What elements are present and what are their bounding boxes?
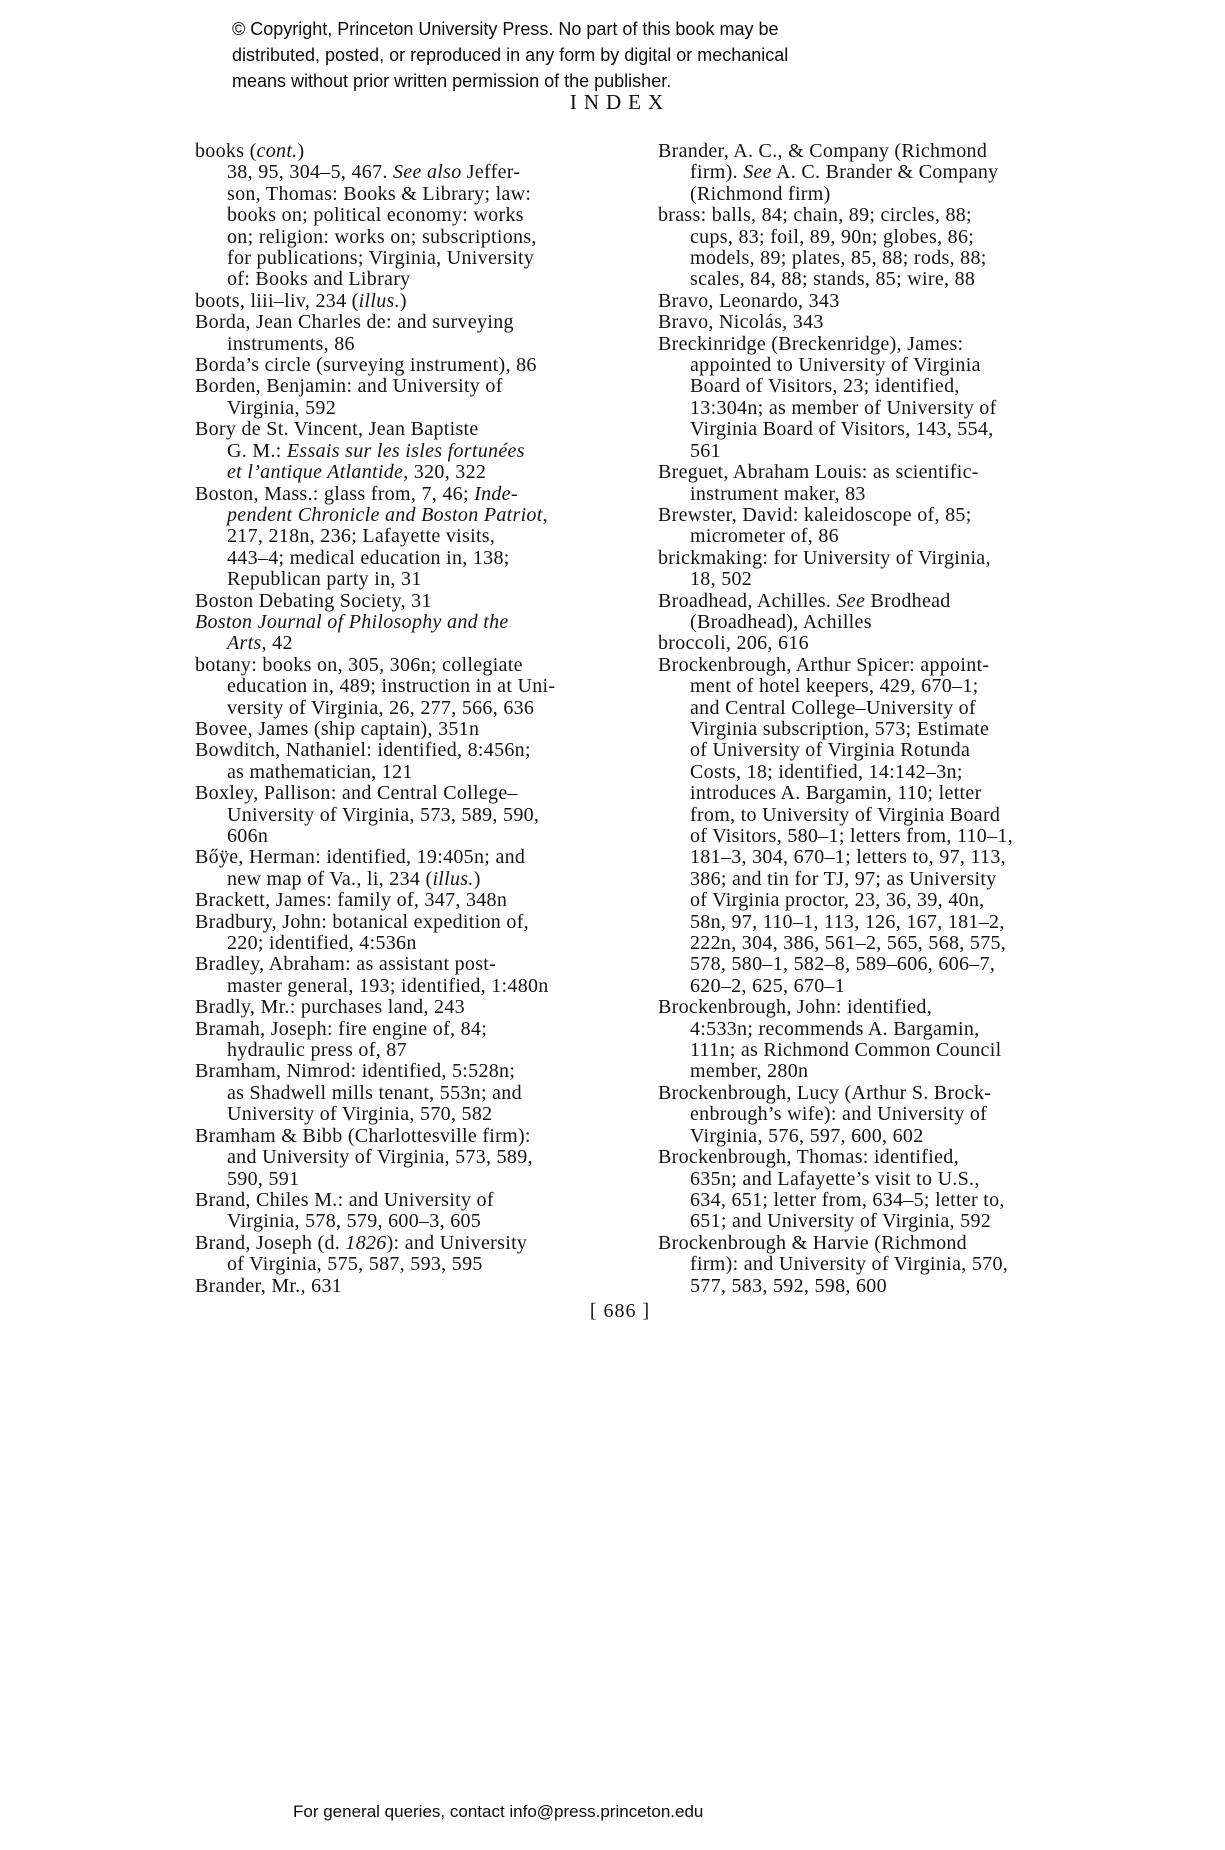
index-line: books (cont.) bbox=[195, 140, 305, 162]
copyright-notice bbox=[232, 16, 788, 94]
index-entry bbox=[658, 334, 1053, 462]
index-line: versity of Virginia, 26, 277, 566, 636 bbox=[227, 696, 535, 719]
index-line: as mathematician, 121 bbox=[227, 760, 413, 783]
copyright-line: distributed, posted, or reproduced in any form by digital or mechanical bbox=[232, 45, 789, 65]
index-entry bbox=[658, 1083, 1053, 1147]
page-title: INDEX bbox=[569, 90, 671, 114]
index-line: Virginia, 592 bbox=[227, 396, 336, 419]
index-line: Bovee, James (ship captain), 351n bbox=[195, 717, 480, 740]
index-entry bbox=[195, 997, 645, 1018]
index-line: brickmaking: for University of Virginia, bbox=[658, 546, 991, 569]
index-line: Borden, Benjamin: and University of bbox=[195, 375, 503, 398]
index-line: 590, 591 bbox=[227, 1167, 300, 1190]
index-line: 578, 580–1, 582–8, 589–606, 606–7, bbox=[690, 953, 996, 976]
index-line: 386; and tin for TJ, 97; as University bbox=[690, 867, 997, 890]
index-line: 606n bbox=[227, 825, 269, 847]
index-entry bbox=[658, 655, 1053, 998]
index-line: Brand, Joseph (d. 1826): and University bbox=[195, 1231, 528, 1254]
index-line: scales, 84, 88; stands, 85; wire, 88 bbox=[690, 268, 976, 291]
index-line: Boxley, Pallison: and Central College– bbox=[195, 782, 518, 805]
index-line: Bradley, Abraham: as assistant post- bbox=[195, 953, 497, 976]
index-entry bbox=[195, 1233, 645, 1276]
index-line: 222n, 304, 386, 561–2, 565, 568, 575, bbox=[690, 932, 1007, 955]
index-entry bbox=[195, 355, 645, 376]
index-line: Bowditch, Nathaniel: identified, 8:456n; bbox=[195, 739, 531, 762]
index-line: Virginia Board of Visitors, 143, 554, bbox=[690, 418, 994, 441]
index-line: broccoli, 206, 616 bbox=[658, 632, 809, 655]
index-line: Brackett, James: family of, 347, 348n bbox=[195, 889, 508, 912]
index-line: botany: books on, 305, 306n; collegiate bbox=[195, 653, 523, 676]
index-line: enbrough’s wife): and University of bbox=[690, 1103, 988, 1126]
index-line: Brander, A. C., & Company (Richmond bbox=[658, 140, 988, 162]
index-entry bbox=[195, 1061, 645, 1125]
index-line: Virginia, 578, 579, 600–3, 605 bbox=[227, 1210, 482, 1233]
index-line: hydraulic press of, 87 bbox=[227, 1039, 407, 1062]
index-line: Brander, Mr., 631 bbox=[195, 1274, 343, 1297]
index-line: Brand, Chiles M.: and University of bbox=[195, 1188, 494, 1211]
index-line: member, 280n bbox=[690, 1060, 809, 1083]
index-line: books on; political economy: works bbox=[227, 204, 524, 227]
index-line: 38, 95, 304–5, 467. See also Jeffer- bbox=[227, 161, 521, 184]
index-line: University of Virginia, 573, 589, 590, bbox=[227, 803, 540, 826]
index-line: 181–3, 304, 670–1; letters to, 97, 113, bbox=[690, 846, 1006, 869]
index-line: cups, 83; foil, 89, 90n; globes, 86; bbox=[690, 225, 975, 248]
index-line: from, to University of Virginia Board bbox=[690, 803, 1001, 826]
index-line: Arts, 42 bbox=[227, 632, 293, 655]
index-column-left bbox=[195, 141, 645, 1297]
index-entry bbox=[195, 1276, 645, 1297]
index-line: 220; identified, 4:536n bbox=[227, 932, 417, 955]
index-line: brass: balls, 84; chain, 89; circles, 88; bbox=[658, 204, 972, 227]
index-line: of Virginia, 575, 587, 593, 595 bbox=[227, 1253, 483, 1276]
index-entry bbox=[195, 740, 645, 783]
index-line: Brockenbrough & Harvie (Richmond bbox=[658, 1231, 967, 1254]
index-entry bbox=[658, 505, 1053, 548]
index-entry bbox=[658, 1147, 1053, 1233]
index-entry bbox=[658, 591, 1053, 634]
index-line: of University of Virginia Rotunda bbox=[690, 739, 971, 762]
index-line: and Central College–University of bbox=[690, 696, 976, 719]
index-line: Board of Visitors, 23; identified, bbox=[690, 375, 960, 398]
index-line: (Broadhead), Achilles bbox=[690, 610, 872, 633]
index-line: 4:533n; recommends A. Bargamin, bbox=[690, 1017, 980, 1040]
index-entry bbox=[195, 890, 645, 911]
index-line: Borda’s circle (surveying instrument), 86 bbox=[195, 354, 537, 377]
index-line: Boston, Mass.: glass from, 7, 46; Inde- bbox=[195, 482, 518, 505]
index-entry bbox=[658, 205, 1053, 291]
index-line: Bramah, Joseph: fire engine of, 84; bbox=[195, 1017, 488, 1040]
index-entry bbox=[658, 141, 1053, 205]
index-line: Broadhead, Achilles. See Brodhead bbox=[658, 589, 951, 612]
index-line: Virginia, 576, 597, 600, 602 bbox=[690, 1124, 924, 1147]
index-line: 561 bbox=[690, 439, 721, 462]
index-line: micrometer of, 86 bbox=[690, 525, 839, 548]
page-number: [ 686 ] bbox=[589, 1300, 651, 1322]
index-line: 443–4; medical education in, 138; bbox=[227, 546, 510, 569]
index-line: Costs, 18; identified, 14:142–3n; bbox=[690, 760, 963, 783]
index-line: Republican party in, 31 bbox=[227, 568, 422, 591]
index-line: Brockenbrough, John: identified, bbox=[658, 996, 932, 1019]
index-line: son, Thomas: Books & Library; law: bbox=[227, 182, 532, 205]
copyright-line: © Copyright, Princeton University Press. No part of this book may be bbox=[232, 19, 779, 39]
index-line: Boston Debating Society, 31 bbox=[195, 589, 432, 612]
index-line: for publications; Virginia, University bbox=[227, 247, 535, 270]
index-entry bbox=[195, 1190, 645, 1233]
index-entry bbox=[658, 548, 1053, 591]
index-line: master general, 193; identified, 1:480n bbox=[227, 974, 549, 997]
index-line: 620–2, 625, 670–1 bbox=[690, 974, 846, 997]
index-entry bbox=[195, 719, 645, 740]
index-entry bbox=[195, 912, 645, 955]
index-line: University of Virginia, 570, 582 bbox=[227, 1103, 493, 1126]
index-line: education in, 489; instruction in at Uni- bbox=[227, 675, 556, 698]
index-line: 18, 502 bbox=[690, 568, 753, 591]
index-line: (Richmond firm) bbox=[690, 182, 831, 205]
index-line: Bravo, Nicolás, 343 bbox=[658, 311, 824, 334]
index-line: Bory de St. Vincent, Jean Baptiste bbox=[195, 418, 479, 441]
index-line: Bőÿe, Herman: identified, 19:405n; and bbox=[195, 846, 526, 869]
index-entry bbox=[658, 633, 1053, 654]
index-line: instruments, 86 bbox=[227, 332, 355, 355]
index-line: Bravo, Leonardo, 343 bbox=[658, 289, 840, 312]
index-entry bbox=[195, 291, 645, 312]
index-line: 651; and University of Virginia, 592 bbox=[690, 1210, 992, 1233]
index-line: firm). See A. C. Brander & Company bbox=[690, 161, 999, 184]
index-line: of Virginia proctor, 23, 36, 39, 40n, bbox=[690, 889, 985, 912]
index-line: Breguet, Abraham Louis: as scientific- bbox=[658, 461, 979, 484]
index-entry bbox=[658, 291, 1053, 312]
index-line: 58n, 97, 110–1, 113, 126, 167, 181–2, bbox=[690, 910, 1005, 933]
index-entry bbox=[658, 462, 1053, 505]
index-entry bbox=[195, 312, 645, 355]
index-entry bbox=[195, 141, 645, 291]
index-line: 634, 651; letter from, 634–5; letter to, bbox=[690, 1188, 1005, 1211]
index-entry bbox=[195, 484, 645, 591]
index-line: Brockenbrough, Arthur Spicer: appoint- bbox=[658, 653, 990, 676]
index-line: on; religion: works on; subscriptions, bbox=[227, 225, 537, 248]
index-entry bbox=[195, 591, 645, 612]
index-line: introduces A. Bargamin, 110; letter bbox=[690, 782, 982, 805]
index-line: Brewster, David: kaleidoscope of, 85; bbox=[658, 503, 972, 526]
index-line: Brockenbrough, Lucy (Arthur S. Brock- bbox=[658, 1081, 992, 1104]
index-line: as Shadwell mills tenant, 553n; and bbox=[227, 1081, 522, 1104]
index-entry bbox=[195, 419, 645, 483]
index-entry bbox=[195, 783, 645, 847]
index-line: Boston Journal of Philosophy and the bbox=[195, 610, 509, 633]
index-line: Breckinridge (Breckenridge), James: bbox=[658, 332, 964, 355]
index-line: ment of hotel keepers, 429, 670–1; bbox=[690, 675, 979, 698]
index-line: and University of Virginia, 573, 589, bbox=[227, 1146, 533, 1169]
index-line: instrument maker, 83 bbox=[690, 482, 866, 505]
index-entry bbox=[195, 1126, 645, 1190]
index-line: Bramham & Bibb (Charlottesville firm): bbox=[195, 1124, 531, 1147]
index-entry bbox=[195, 376, 645, 419]
index-line: 13:304n; as member of University of bbox=[690, 396, 997, 419]
index-line: Borda, Jean Charles de: and surveying bbox=[195, 311, 514, 334]
index-line: firm): and University of Virginia, 570, bbox=[690, 1253, 1009, 1276]
index-line: et l’antique Atlantide, 320, 322 bbox=[227, 461, 487, 484]
footer-contact: For general queries, contact info@press.princeton.edu bbox=[293, 1802, 704, 1821]
index-entry bbox=[658, 997, 1053, 1083]
index-line: Bradly, Mr.: purchases land, 243 bbox=[195, 996, 465, 1019]
index-line: new map of Va., li, 234 (illus.) bbox=[227, 867, 481, 890]
index-line: Bramham, Nimrod: identified, 5:528n; bbox=[195, 1060, 516, 1083]
index-line: boots, liii–liv, 234 (illus.) bbox=[195, 289, 407, 312]
index-entry bbox=[658, 1233, 1053, 1297]
index-entry bbox=[195, 655, 645, 719]
index-entry bbox=[195, 847, 645, 890]
index-line: Brockenbrough, Thomas: identified, bbox=[658, 1146, 959, 1169]
index-line: Virginia subscription, 573; Estimate bbox=[690, 717, 990, 740]
index-line: of Visitors, 580–1; letters from, 110–1, bbox=[690, 825, 1013, 847]
index-column-right bbox=[658, 141, 1053, 1297]
index-line: models, 89; plates, 85, 88; rods, 88; bbox=[690, 247, 987, 270]
index-entry bbox=[195, 954, 645, 997]
index-line: 111n; as Richmond Common Council bbox=[690, 1039, 1002, 1062]
index-line: Bradbury, John: botanical expedition of, bbox=[195, 910, 529, 933]
index-line: pendent Chronicle and Boston Patriot, bbox=[227, 503, 548, 526]
index-line: 577, 583, 592, 598, 600 bbox=[690, 1274, 887, 1297]
index-line: 217, 218n, 236; Lafayette visits, bbox=[227, 525, 496, 548]
index-entry bbox=[195, 612, 645, 655]
index-line: 635n; and Lafayette’s visit to U.S., bbox=[690, 1167, 980, 1190]
index-line: appointed to University of Virginia bbox=[690, 354, 981, 377]
index-entry bbox=[195, 1019, 645, 1062]
copyright-line: means without prior written permission of the publisher. bbox=[232, 71, 672, 91]
index-line: G. M.: Essais sur les isles fortunées bbox=[227, 439, 525, 462]
index-line: of: Books and Library bbox=[227, 268, 411, 291]
index-entry bbox=[658, 312, 1053, 333]
